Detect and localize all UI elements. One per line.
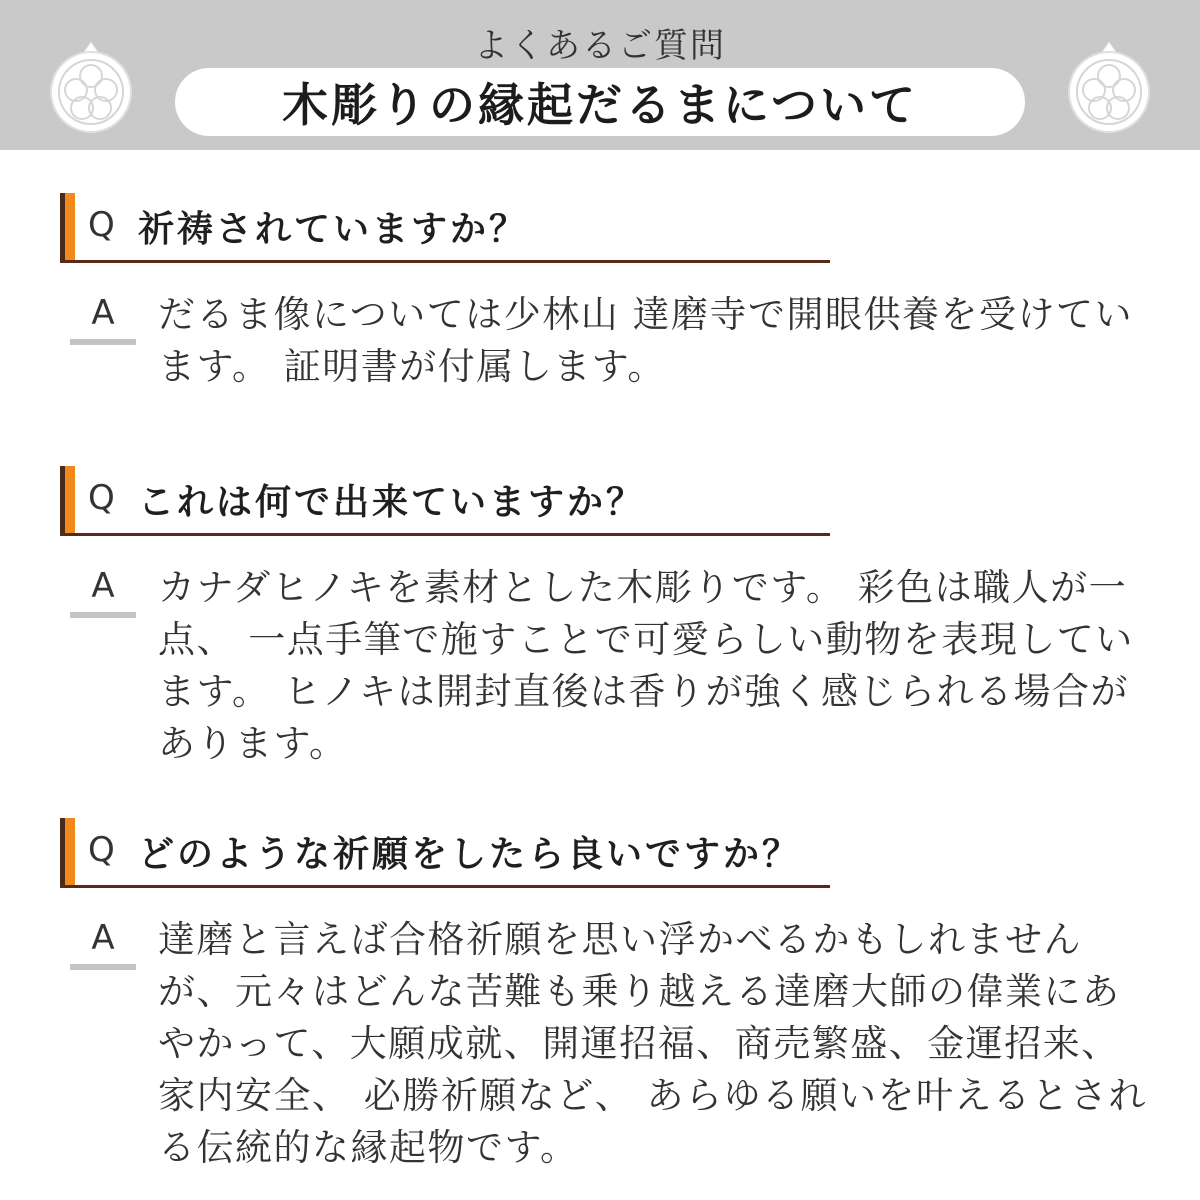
header-banner <box>0 0 1200 150</box>
answer-text: カナダヒノキを素材とした木彫りです。 彩色は職人が一点、 一点手筆で施すことで可愛らしい動物を表現しています。 ヒノキは開封直後は香りが強く感じられる場合があります。 <box>158 566 1134 765</box>
question-text: どのような祈願をしたら良いですか？ <box>138 834 802 875</box>
question-header <box>60 466 830 536</box>
answer-label: A <box>91 566 115 606</box>
answer-label-underline <box>70 612 136 618</box>
question-text: これは何で出来ていますか？ <box>138 482 646 523</box>
question-label: Q <box>88 830 115 870</box>
accent-bar-orange <box>65 466 75 536</box>
answer-text: だるま像については少林山 達磨寺で開眼供養を受けています。 証明書が付属します。 <box>158 293 1134 388</box>
accent-bar-orange <box>65 193 75 263</box>
question-underline <box>60 533 830 536</box>
title-pill <box>175 68 1025 136</box>
faq-subtitle: よくあるご質問 <box>474 26 726 66</box>
page-title: 木彫りの縁起だるまについて <box>281 78 919 132</box>
answer-label: A <box>91 918 115 958</box>
accent-bar-orange <box>65 818 75 888</box>
question-label: Q <box>88 478 115 518</box>
answer-text: 達磨と言えば合格祈願を思い浮かべるかもしれませんが、元々はどんな苦難も乗り越える達磨大師の偉業にあやかって、大願成就、開運招福、商売繁盛、金運招来、家内安全、 必勝祈願など、 あらゆる願いを叶えるとされる伝統的な縁起物です。 <box>158 918 1148 1169</box>
question-header <box>60 818 830 888</box>
answer-label-underline <box>70 964 136 970</box>
question-header <box>60 193 830 263</box>
answer-label: A <box>91 293 115 333</box>
question-underline <box>60 260 830 263</box>
answer-label-underline <box>70 339 136 345</box>
question-text: 祈祷されていますか？ <box>138 209 529 250</box>
question-label: Q <box>88 205 115 245</box>
question-underline <box>60 885 830 888</box>
